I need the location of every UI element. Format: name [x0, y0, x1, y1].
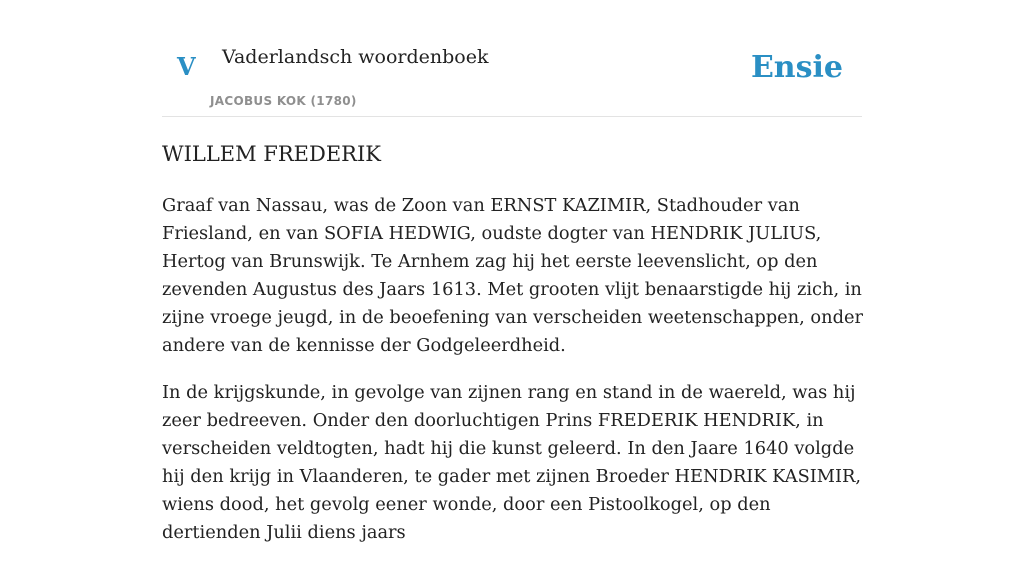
book-author: JACOBUS KOK (1780) — [210, 94, 357, 108]
header — [162, 0, 862, 117]
ensie-logo[interactable]: Ensie — [750, 50, 843, 85]
entry-paragraph-2: In de krijgskunde, in gevolge van zijnen rang en stand in de waereld, was hij zeer bedreeven. Onder den doorluchtigen Prins FREDERIK HENDRIK, in verscheiden veldtogten, hadt hij die kunst geleerd. In den Jaare 1640 volgde hij den krijg in Vlaanderen, te gader met zijnen Broeder HENDRIK KASIMIR, wiens dood, het gevolg eener wonde, door een Pistoolkogel, op den dertienden Julii diens jaars — [162, 382, 862, 543]
entry-body — [162, 192, 864, 566]
book-title[interactable]: Vaderlandsch woordenboek — [222, 46, 489, 68]
index-letter[interactable]: V — [177, 52, 196, 81]
entry-title: WILLEM FREDERIK — [162, 142, 381, 166]
entry-paragraph-1: Graaf van Nassau, was de Zoon van ERNST KAZIMIR, Stadhouder van Friesland, en van SOFIA HEDWIG, oudste dogter van HENDRIK JULIUS, Hertog van Brunswijk. Te Arnhem zag hij het eerste leevenslicht, op den zevenden Augustus des Jaars 1613. Met grooten vlijt benaarstigde hij zich, in zijne vroege jeugd, in de beoefening van verscheiden weetenschappen, onder andere van de kennisse der Godgeleerdheid. — [162, 195, 863, 356]
